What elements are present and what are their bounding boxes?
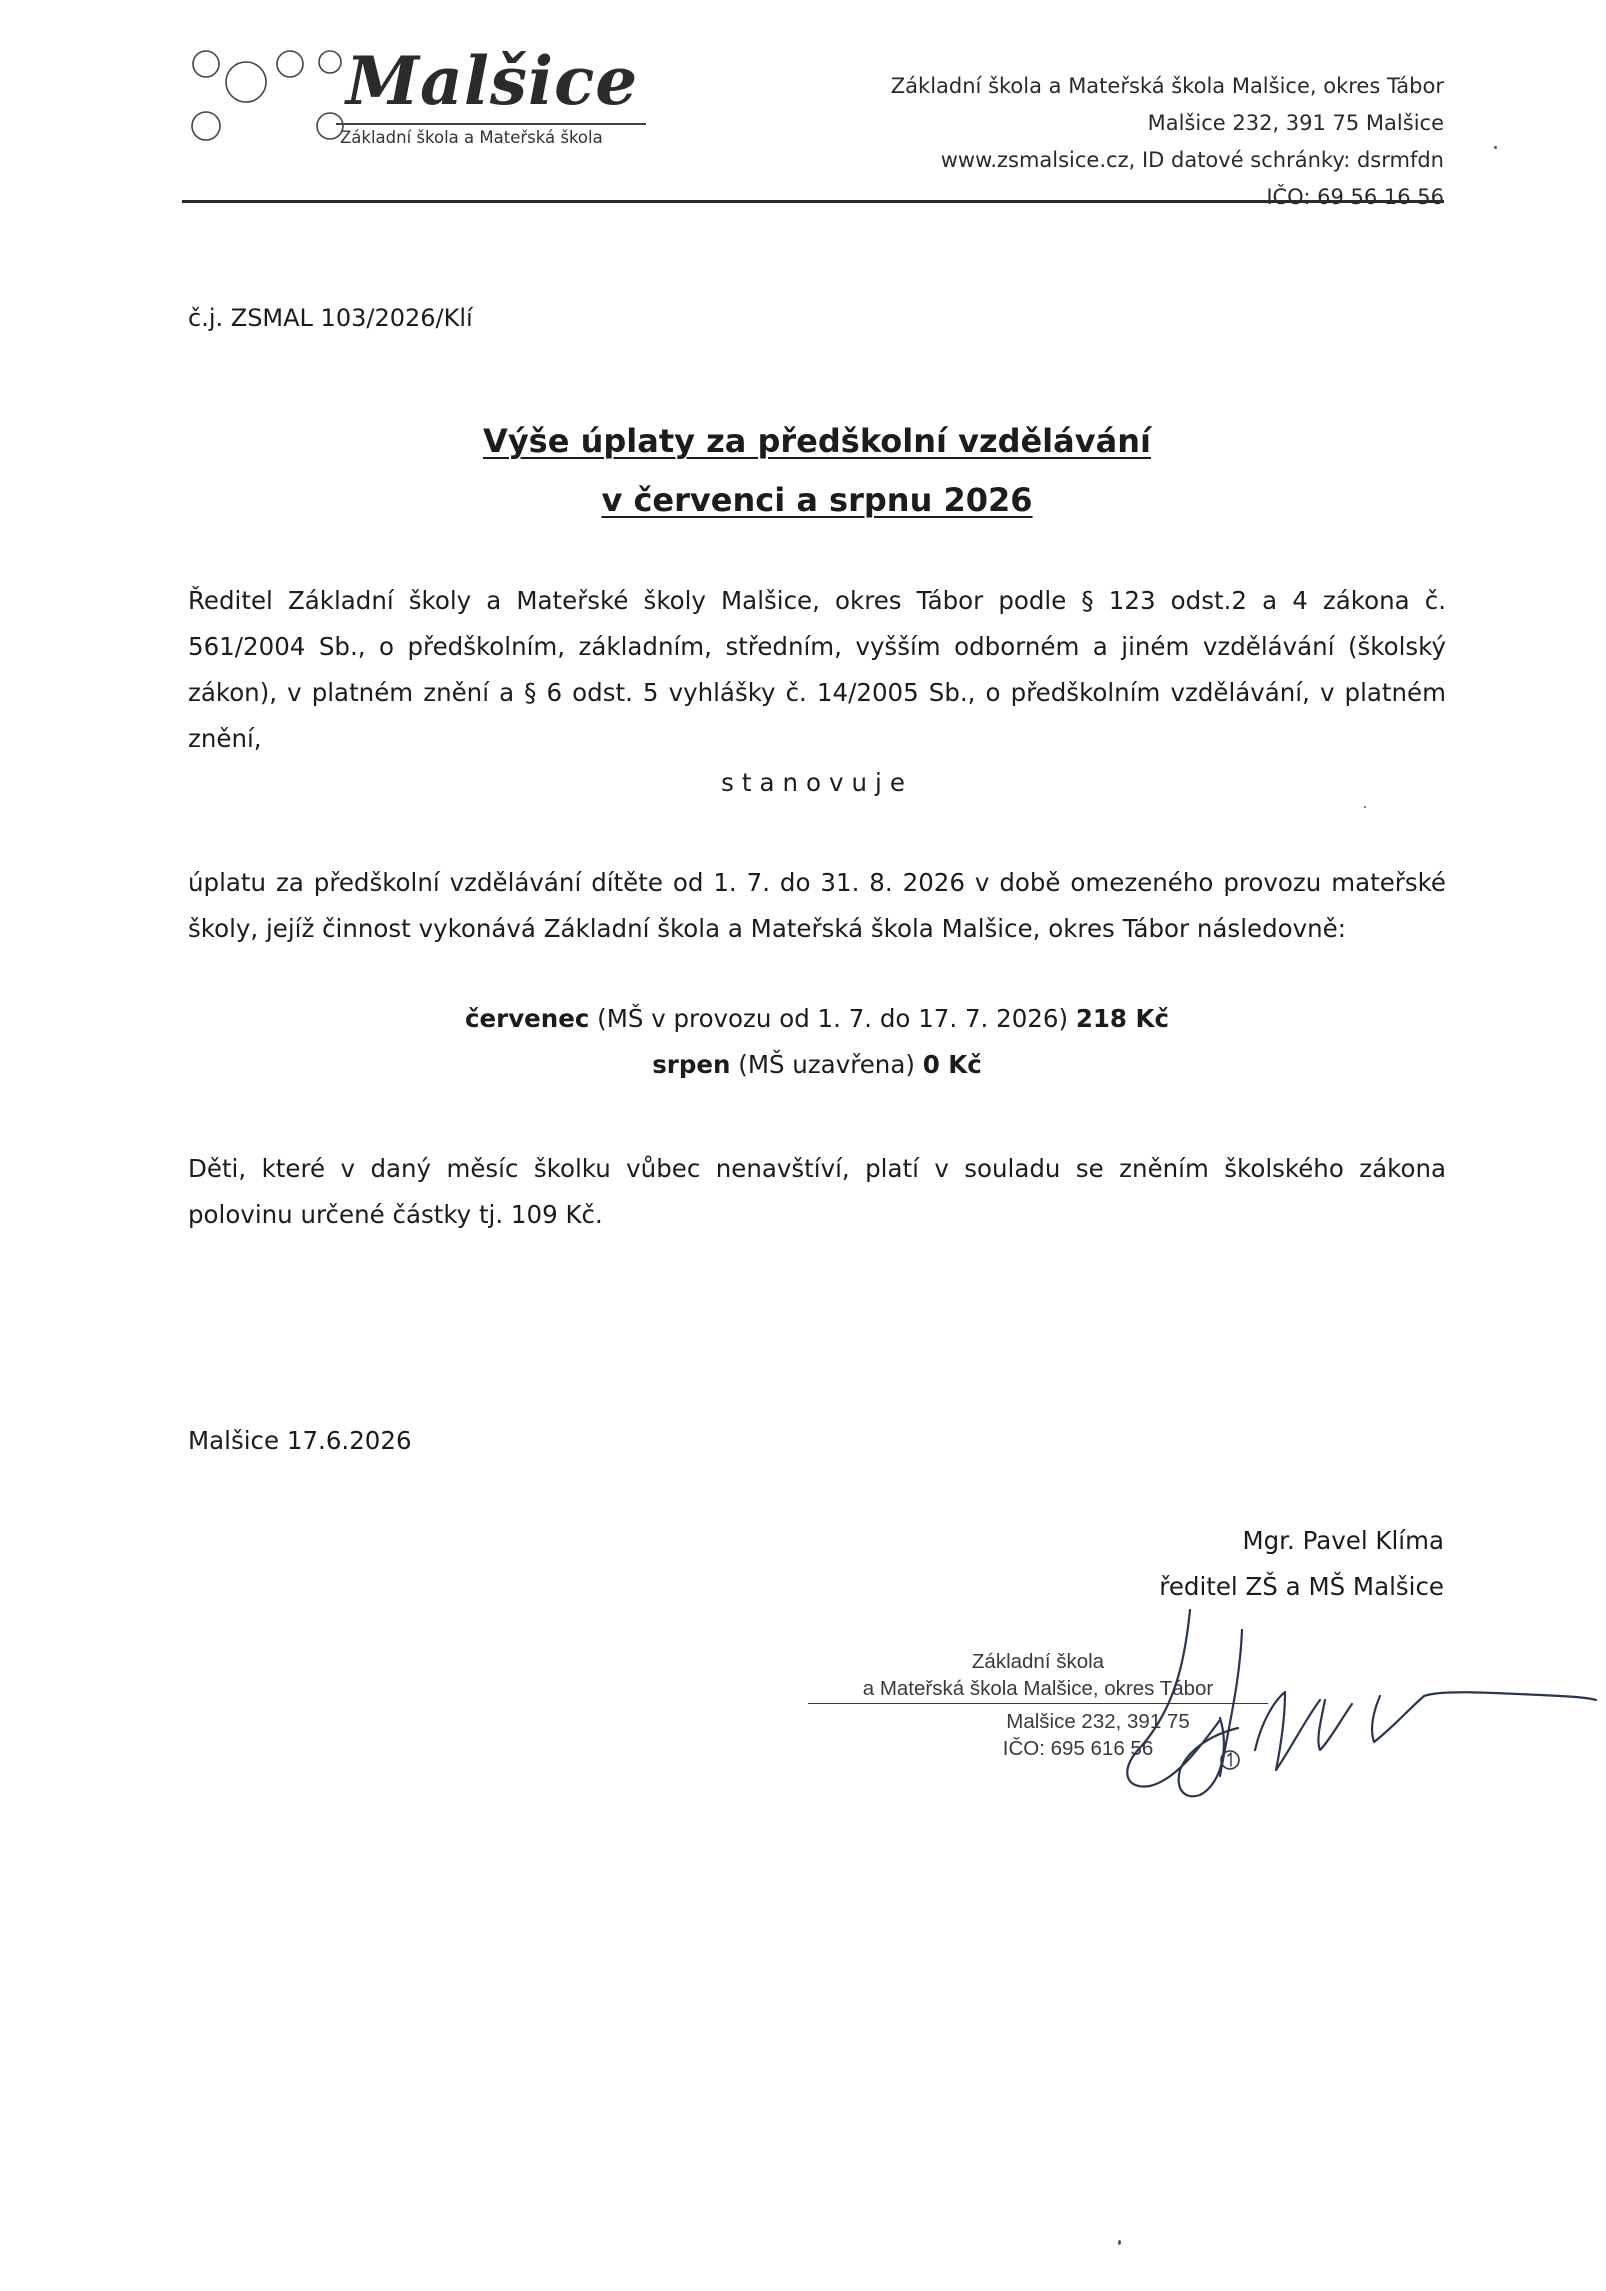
place-and-date: Malšice 17.6.2026 xyxy=(188,1426,412,1455)
fee-august-month: srpen xyxy=(652,1050,731,1079)
signatory-block xyxy=(1159,1518,1444,1610)
fee-july-note: (MŠ v provozu od 1. 7. do 17. 7. 2026) xyxy=(589,1004,1076,1033)
contact-web-databox: www.zsmalsice.cz, ID datové schránky: dsrmfdn xyxy=(940,148,1444,172)
fee-august-note: (MŠ uzavřena) xyxy=(730,1050,923,1079)
fee-scope-paragraph: úplatu za předškolní vzdělávání dítěte od 1. 7. do 31. 8. 2026 v době omezeného provozu mateřské školy, jejíž činnost vykonává Základní škola a Mateřská škola Malšice, okres Tábor následovně: xyxy=(188,868,1446,943)
school-contact-block xyxy=(891,68,1444,216)
stamp-line-4: IČO: 695 616 56 xyxy=(1002,1737,1154,1760)
school-logo xyxy=(188,42,668,156)
stamp-line-2: a Mateřská škola Malšice, okres Tábor xyxy=(808,1675,1268,1704)
legal-basis-paragraph: Ředitel Základní školy a Mateřské školy Malšice, okres Tábor podle § 123 odst.2 a 4 zákona č. 561/2004 Sb., o předškolním, základním, středním, vyšším odborném a jiném vzdělávání (školský zákon), v platném znění a § 6 odst. 5 vyhlášky č. 14/2005 Sb., o předškolním vzdělávání, v platném znění, xyxy=(188,586,1446,753)
logo-underline xyxy=(336,123,646,125)
decision-word: stanovuje xyxy=(721,768,913,797)
signatory-role: ředitel ZŠ a MŠ Malšice xyxy=(1159,1572,1444,1601)
stamp-line-1: Základní škola xyxy=(971,1650,1105,1673)
signatory-name: Mgr. Pavel Klíma xyxy=(1242,1526,1444,1555)
logo-subtitle: Základní škola a Mateřská škola xyxy=(340,128,603,147)
contact-address: Malšice 232, 391 75 Malšice xyxy=(1147,111,1444,135)
header-divider xyxy=(182,200,1444,203)
contact-school-name: Základní škola a Mateřská škola Malšice, okres Tábor xyxy=(890,74,1444,98)
half-fee-paragraph: Děti, které v daný měsíc školku vůbec nenavštíví, platí v souladu se zněním školského zákona polovinu určené částky tj. 109 Kč. xyxy=(188,1154,1446,1229)
fee-july-amount: 218 Kč xyxy=(1075,1004,1170,1033)
title-line-1: Výše úplaty za předškolní vzdělávání xyxy=(483,422,1151,460)
handwritten-signature-icon xyxy=(1080,1600,1600,1820)
stamp-line-3: Malšice 232, 391 75 xyxy=(1006,1710,1190,1733)
document-title xyxy=(188,412,1446,530)
fee-july-month: červenec xyxy=(464,1004,590,1033)
fee-august-amount: 0 Kč xyxy=(922,1050,982,1079)
logo-circles-icon xyxy=(188,46,348,156)
scan-speck xyxy=(1118,2240,1121,2245)
title-line-2: v červenci a srpnu 2026 xyxy=(601,481,1033,519)
scan-speck xyxy=(1494,146,1497,149)
logo-wordmark: Malšice xyxy=(346,42,639,120)
contact-ico: IČO: 69 56 16 56 xyxy=(1266,185,1444,209)
fee-july xyxy=(188,1004,1446,1033)
reference-number: č.j. ZSMAL 103/2026/Klí xyxy=(188,304,473,332)
fee-august xyxy=(188,1050,1446,1079)
scan-speck xyxy=(1364,806,1366,808)
